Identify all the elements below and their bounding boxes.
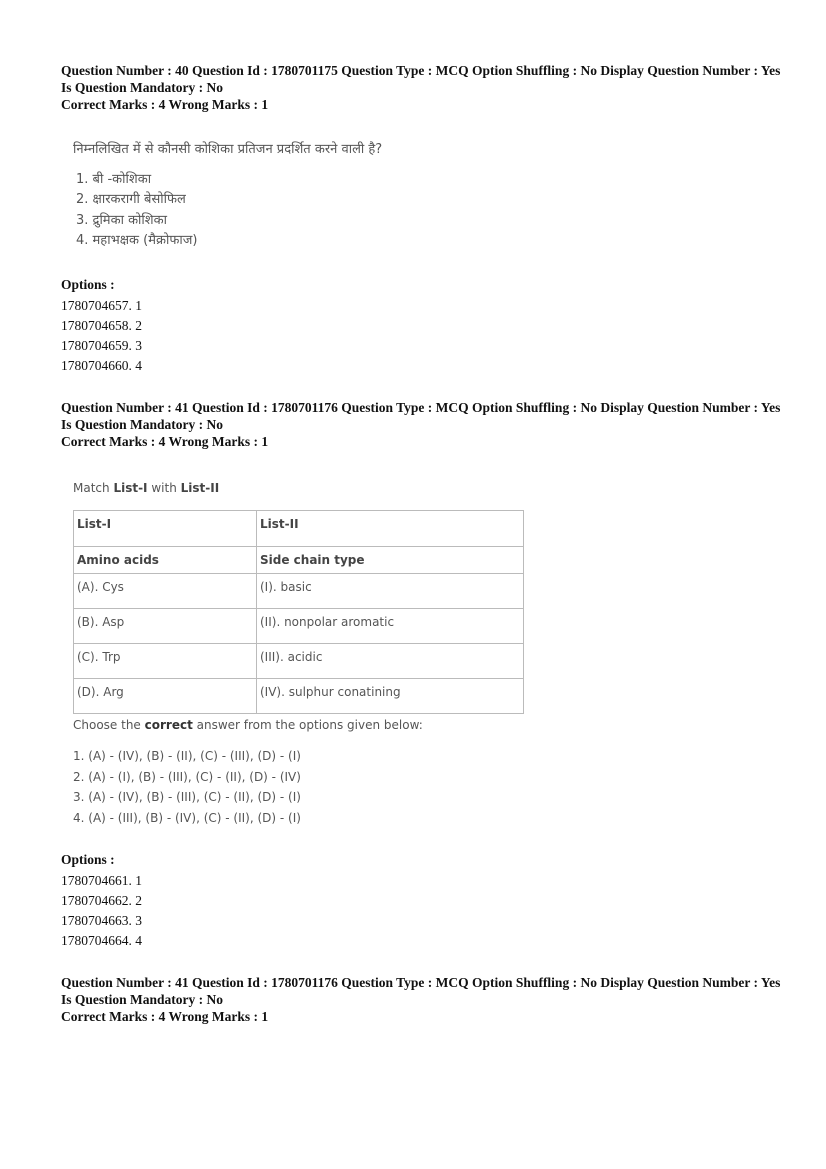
q41-table-cell: (D). Arg	[74, 679, 257, 714]
q41-table-subhead-2: Side chain type	[257, 547, 524, 574]
q41-table-cell: (IV). sulphur conatining	[257, 679, 524, 714]
q41-table-cell: (III). acidic	[257, 644, 524, 679]
q40-options	[61, 277, 781, 376]
q41-match-list2: List-II	[180, 481, 220, 495]
q41-marks: Correct Marks : 4 Wrong Marks : 1	[61, 434, 269, 449]
q40-option-1[interactable]: 1780704657. 1	[61, 298, 142, 313]
q41-option-4[interactable]: 1780704664. 4	[61, 933, 142, 948]
q41-choose-suffix: answer from the options given below:	[192, 718, 423, 732]
q40-image-option-1: 1. बी -कोशिका	[76, 171, 152, 187]
q40-option-4[interactable]: 1780704660. 4	[61, 358, 142, 373]
q40-option-2[interactable]: 1780704658. 2	[61, 318, 142, 333]
q41-image-option-3: 3. (A) - (IV), (B) - (III), (C) - (II), (D) - (I)	[73, 790, 301, 804]
q40-marks: Correct Marks : 4 Wrong Marks : 1	[61, 97, 269, 112]
q41-table-subhead-1: Amino acids	[74, 547, 257, 574]
q41-header	[61, 399, 781, 450]
q41-image-option-1: 1. (A) - (IV), (B) - (II), (C) - (III), (D) - (I)	[73, 749, 301, 763]
q41-table-head-1: List-I	[74, 511, 257, 547]
q41-choose-bold: correct	[144, 718, 193, 732]
q41-table-cell: (II). nonpolar aromatic	[257, 609, 524, 644]
q40-image-option-4: 4. महाभक्षक (मैक्रोफाज)	[76, 233, 198, 248]
q41-option-1[interactable]: 1780704661. 1	[61, 873, 142, 888]
q41-table-head-2: List-II	[257, 511, 524, 547]
q40-image-option-2: 2. क्षारकरागी बेसोफिल	[76, 192, 186, 207]
q41-image-option-2: 2. (A) - (I), (B) - (III), (C) - (II), (D) - (IV)	[73, 769, 301, 784]
q41-options	[61, 852, 781, 951]
q41-table-cell: (C). Trp	[74, 644, 257, 679]
q40-header-line1: Question Number : 40 Question Id : 1780701175 Question Type : MCQ Option Shuffling : No Display Question Number : Yes	[61, 63, 781, 78]
table-row	[74, 547, 524, 574]
q41-image-option-4: 4. (A) - (III), (B) - (IV), (C) - (II), (D) - (I)	[73, 810, 301, 825]
q41-match-with: with	[147, 481, 181, 495]
q41-header-line2: Is Question Mandatory : No	[61, 417, 224, 432]
q40-options-title: Options :	[61, 277, 115, 292]
table-row	[74, 574, 524, 609]
q41-choose-prefix: Choose the	[73, 718, 145, 732]
q41-match-prefix: Match	[73, 481, 114, 495]
q41-table-cell: (A). Cys	[74, 574, 257, 609]
q40-header	[61, 62, 781, 113]
table-row	[74, 609, 524, 644]
q41-choose-instruction	[73, 718, 524, 732]
q41b-header	[61, 974, 781, 1025]
q41-header-line1: Question Number : 41 Question Id : 1780701176 Question Type : MCQ Option Shuffling : No Display Question Number : Yes	[61, 400, 781, 415]
q41b-header-line2: Is Question Mandatory : No	[61, 992, 224, 1007]
q40-question-text: निम्नलिखित में से कौनसी कोशिका प्रतिजन प्रदर्शित करने वाली है?	[73, 142, 383, 157]
q40-header-line2: Is Question Mandatory : No	[61, 80, 224, 95]
q41b-header-line1: Question Number : 41 Question Id : 1780701176 Question Type : MCQ Option Shuffling : No Display Question Number : Yes	[61, 975, 781, 990]
q41b-marks: Correct Marks : 4 Wrong Marks : 1	[61, 1009, 269, 1024]
q41-option-2[interactable]: 1780704662. 2	[61, 893, 142, 908]
q41-question-image	[73, 481, 524, 828]
q41-option-3[interactable]: 1780704663. 3	[61, 913, 142, 928]
q41-match-table	[73, 510, 524, 714]
q41-table-cell: (B). Asp	[74, 609, 257, 644]
q40-question-image	[73, 140, 382, 252]
q41-table-cell: (I). basic	[257, 574, 524, 609]
q41-options-title: Options :	[61, 852, 115, 867]
table-row	[74, 679, 524, 714]
q40-image-option-3: 3. द्रुमिका कोशिका	[76, 212, 167, 228]
table-row	[74, 644, 524, 679]
q41-match-title	[73, 481, 524, 495]
table-row	[74, 511, 524, 547]
q41-match-list1: List-I	[113, 481, 148, 495]
q40-option-3[interactable]: 1780704659. 3	[61, 338, 142, 353]
